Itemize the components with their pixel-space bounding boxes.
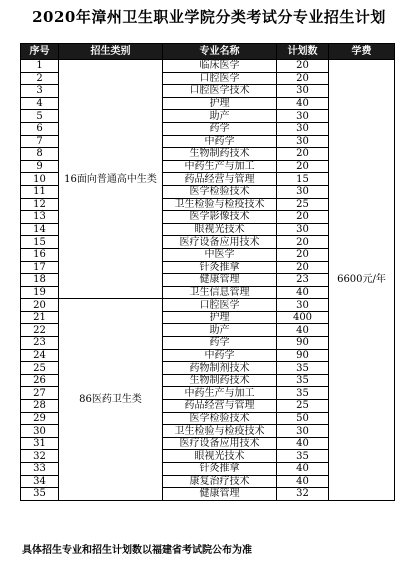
row-index: 8 [21,148,59,161]
quota-value: 40 [277,97,329,110]
quota-value: 40 [277,475,329,488]
quota-value: 20 [277,211,329,224]
major-name: 药品经营与管理 [163,400,277,413]
row-index: 1 [21,60,59,73]
row-index: 18 [21,274,59,287]
category-cell: 16面向普通高中生类 [59,60,163,299]
row-index: 30 [21,425,59,438]
row-index: 5 [21,110,59,123]
row-index: 25 [21,362,59,375]
quota-value: 30 [277,135,329,148]
row-index: 23 [21,337,59,350]
quota-value: 20 [277,160,329,173]
major-name: 针灸推拿 [163,261,277,274]
row-index: 7 [21,135,59,148]
row-index: 3 [21,85,59,98]
quota-value: 15 [277,173,329,186]
major-name: 生物制药技术 [163,374,277,387]
row-index: 13 [21,211,59,224]
quota-value: 40 [277,324,329,337]
major-name: 眼视光技术 [163,223,277,236]
major-name: 口腔医学 [163,299,277,312]
major-name: 中药学 [163,135,277,148]
major-name: 口腔医学 [163,72,277,85]
quota-value: 35 [277,374,329,387]
major-name: 健康管理 [163,488,277,501]
row-index: 17 [21,261,59,274]
quota-value: 35 [277,362,329,375]
major-name: 药物制剂技术 [163,362,277,375]
row-index: 26 [21,374,59,387]
major-name: 药学 [163,122,277,135]
row-index: 19 [21,286,59,299]
quota-value: 30 [277,85,329,98]
row-index: 4 [21,97,59,110]
major-name: 健康管理 [163,274,277,287]
major-name: 卫生检验与检疫技术 [163,198,277,211]
row-index: 35 [21,488,59,501]
table-header-row [21,44,395,60]
quota-value: 30 [277,425,329,438]
quota-value: 30 [277,223,329,236]
row-index: 11 [21,185,59,198]
page-title: 2020年漳州卫生职业学院分类考试分专业招生计划 [32,8,386,26]
major-name: 临床医学 [163,60,277,73]
quota-value: 30 [277,185,329,198]
major-name: 医疗设备应用技术 [163,236,277,249]
major-name: 卫生信息管理 [163,286,277,299]
row-index: 24 [21,349,59,362]
row-index: 20 [21,299,59,312]
major-name: 药学 [163,337,277,350]
quota-value: 23 [277,274,329,287]
header-category: 招生类别 [59,44,163,60]
major-name: 针灸推拿 [163,463,277,476]
major-name: 眼视光技术 [163,450,277,463]
row-index: 14 [21,223,59,236]
header-index: 序号 [21,44,59,60]
quota-value: 50 [277,412,329,425]
row-index: 16 [21,248,59,261]
quota-value: 20 [277,148,329,161]
table-body [21,60,395,501]
row-index: 34 [21,475,59,488]
quota-value: 30 [277,122,329,135]
row-index: 22 [21,324,59,337]
major-name: 中药生产与加工 [163,160,277,173]
row-index: 9 [21,160,59,173]
major-name: 中药生产与加工 [163,387,277,400]
major-name: 助产 [163,110,277,123]
row-index: 32 [21,450,59,463]
quota-value: 35 [277,387,329,400]
major-name: 生物制药技术 [163,148,277,161]
enrollment-plan-table [20,43,395,501]
quota-value: 40 [277,463,329,476]
quota-value: 32 [277,488,329,501]
major-name: 医学影像技术 [163,211,277,224]
quota-value: 40 [277,437,329,450]
quota-value: 25 [277,198,329,211]
row-index: 28 [21,400,59,413]
major-name: 医学检验技术 [163,185,277,198]
table-row [21,60,395,73]
major-name: 口腔医学技术 [163,85,277,98]
quota-value: 20 [277,248,329,261]
major-name: 护理 [163,97,277,110]
header-major: 专业名称 [163,44,277,60]
row-index: 21 [21,311,59,324]
footer-note: 具体招生专业和招生计划数以福建省考试院公布为准 [22,545,252,556]
quota-value: 35 [277,450,329,463]
quota-value: 20 [277,60,329,73]
major-name: 医疗设备应用技术 [163,437,277,450]
row-index: 27 [21,387,59,400]
row-index: 2 [21,72,59,85]
row-index: 6 [21,122,59,135]
tuition-fee: 6600元/年 [329,60,395,501]
major-name: 中药学 [163,349,277,362]
major-name: 中医学 [163,248,277,261]
quota-value: 40 [277,286,329,299]
quota-value: 25 [277,400,329,413]
quota-value: 30 [277,299,329,312]
quota-value: 400 [277,311,329,324]
header-fee: 学费 [329,44,395,60]
quota-value: 90 [277,337,329,350]
major-name: 医学检验技术 [163,412,277,425]
quota-value: 20 [277,236,329,249]
quota-value: 30 [277,110,329,123]
category-cell: 86医药卫生类 [59,299,163,501]
row-index: 12 [21,198,59,211]
major-name: 护理 [163,311,277,324]
row-index: 10 [21,173,59,186]
row-index: 33 [21,463,59,476]
quota-value: 20 [277,261,329,274]
quota-value: 20 [277,72,329,85]
header-quota: 计划数 [277,44,329,60]
row-index: 29 [21,412,59,425]
quota-value: 90 [277,349,329,362]
row-index: 15 [21,236,59,249]
major-name: 康复治疗技术 [163,475,277,488]
row-index: 31 [21,437,59,450]
major-name: 助产 [163,324,277,337]
major-name: 药品经营与管理 [163,173,277,186]
major-name: 卫生检验与检疫技术 [163,425,277,438]
